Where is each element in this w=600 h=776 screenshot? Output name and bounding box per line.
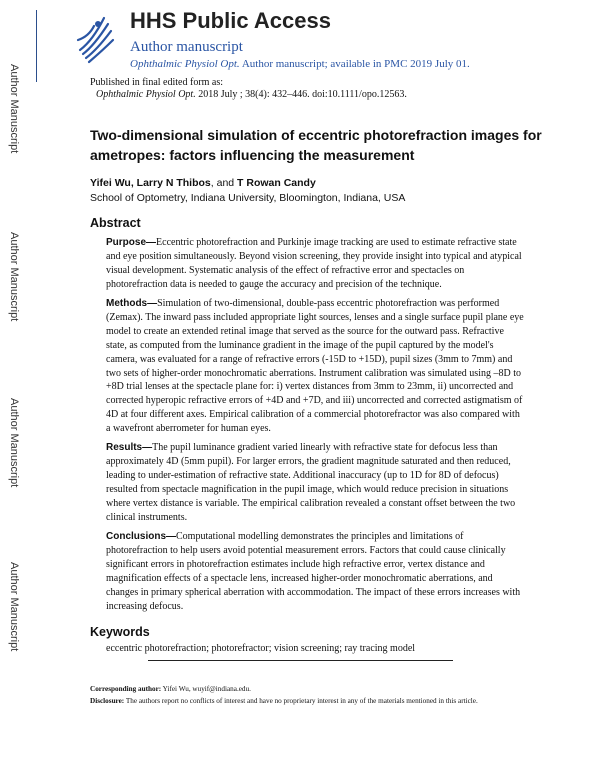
- header-title: HHS Public Access: [130, 8, 331, 33]
- header-subtitle: Author manuscript: [130, 39, 243, 55]
- corresponding-author: [90, 685, 251, 693]
- author-last: T Rowan Candy: [237, 177, 316, 189]
- disclosure-label: Disclosure:: [90, 697, 125, 705]
- methods-label: Methods—: [106, 298, 158, 309]
- footnote-divider: [148, 660, 453, 661]
- article-title: Two-dimensional simulation of eccentric photorefraction images for ametropes: factors influencing the measurement: [90, 127, 542, 163]
- abstract-results: [106, 441, 526, 524]
- header-journal-line: [130, 58, 470, 70]
- conclusions-text: Computational modelling demonstrates the principles and limitations of photorefraction to help users avoid potential measurement errors. Factors that could cause clinically significant errors in photorefraction estimates include high refractive error, vertex distance and magnification effects of a spectacle lens, increased higher-order monochromatic aberrations, and changes in primary spherical aberration with accommodation. The impact of these errors increases with increasing defocus.: [106, 531, 521, 612]
- corresponding-author-text: Yifei Wu, wuyif@indiana.edu.: [161, 685, 251, 693]
- sidebar-label-1: Author Manuscript: [8, 64, 20, 154]
- affiliation: School of Optometry, Indiana University, Bloomington, Indiana, USA: [90, 192, 406, 204]
- disclosure-text: The authors report no conflicts of interest and have no proprietary interest in any of the materials mentioned in this article.: [124, 697, 478, 705]
- abstract-conclusions: [106, 530, 526, 613]
- author-names: Yifei Wu, Larry N Thibos: [90, 177, 211, 189]
- hhs-eagle-logo-icon: [74, 10, 116, 66]
- published-journal-name: Ophthalmic Physiol Opt.: [96, 89, 196, 100]
- published-citation-details: 2018 July ; 38(4): 432–446. doi:10.1111/opo.12563.: [195, 89, 407, 100]
- abstract-methods: [106, 297, 526, 436]
- keywords-list: eccentric photorefraction; photorefractor; vision screening; ray tracing model: [106, 643, 416, 654]
- author-list: [90, 177, 316, 189]
- abstract-heading: Abstract: [90, 216, 141, 230]
- keywords-heading: Keywords: [90, 625, 150, 639]
- header-divider: [36, 10, 37, 82]
- sidebar-label-4: Author Manuscript: [8, 562, 20, 652]
- disclosure: [90, 697, 478, 705]
- header-journal-name: Ophthalmic Physiol Opt.: [130, 58, 240, 70]
- author-conjunction: , and: [210, 177, 238, 189]
- methods-text: Simulation of two-dimensional, double-pass eccentric photorefraction was performed (Zemax). The inward pass included appropriate light sources, lenses and a single surface pupil plane eye model to create an extended retinal image that served as the source for the outward pass. Refractive state, as computed from the luminance gradient in the image of the pupil captured by the model's camera, was evaluated for a range of refractive errors (-15D to +15D), pupil sizes (3mm to 7mm) and two sets of higher-order monochromatic aberrations. Instrument calibration was simulated using –8D to +8D trial lenses at the spectacle plane for: i) vertex distances from 3mm to 23mm, ii) uncorrected and corrected hyperopic refractive errors of +4D and +7D, and iii) uncorrected and corrected astigmatism of 4D at four different axes. Empirical calibration of a commercial photorefractor was also compared with a wavefront aberrometer for human eyes.: [106, 298, 524, 435]
- published-citation: [96, 89, 407, 100]
- purpose-label: Purpose—: [106, 237, 157, 248]
- purpose-text: Eccentric photorefraction and Purkinje image tracking are used to estimate refractive state and eye position simultaneously. Beyond vision screening, they provide insight into typical and atypical visual development. Systematic analysis of the effect of refractive error and spectacles on photorefraction data is needed to gauge the accuracy and precision of the technique.: [106, 237, 522, 290]
- results-text: The pupil luminance gradient varied linearly with refractive state for defocus less than approximately 4D (5mm pupil). For larger errors, the gradient magnitude saturated and then reduced, leading to under-estimation of refractive state. Additional inaccuracy (up to 1D for 8D of defocus) resulted from spectacle magnification in the pupil image, which would reduce precision in situations where vertex distance is variable. The empirical calibration revealed a constant offset between the two clinical instruments.: [106, 442, 516, 523]
- results-label: Results—: [106, 442, 153, 453]
- published-form-label: Published in final edited form as:: [90, 77, 224, 88]
- header-journal-availability: Author manuscript; available in PMC 2019 July 01.: [239, 58, 470, 70]
- corresponding-author-label: Corresponding author:: [90, 685, 162, 693]
- sidebar-label-3: Author Manuscript: [8, 398, 20, 488]
- sidebar-label-2: Author Manuscript: [8, 232, 20, 322]
- conclusions-label: Conclusions—: [106, 531, 177, 542]
- abstract-purpose: [106, 236, 526, 292]
